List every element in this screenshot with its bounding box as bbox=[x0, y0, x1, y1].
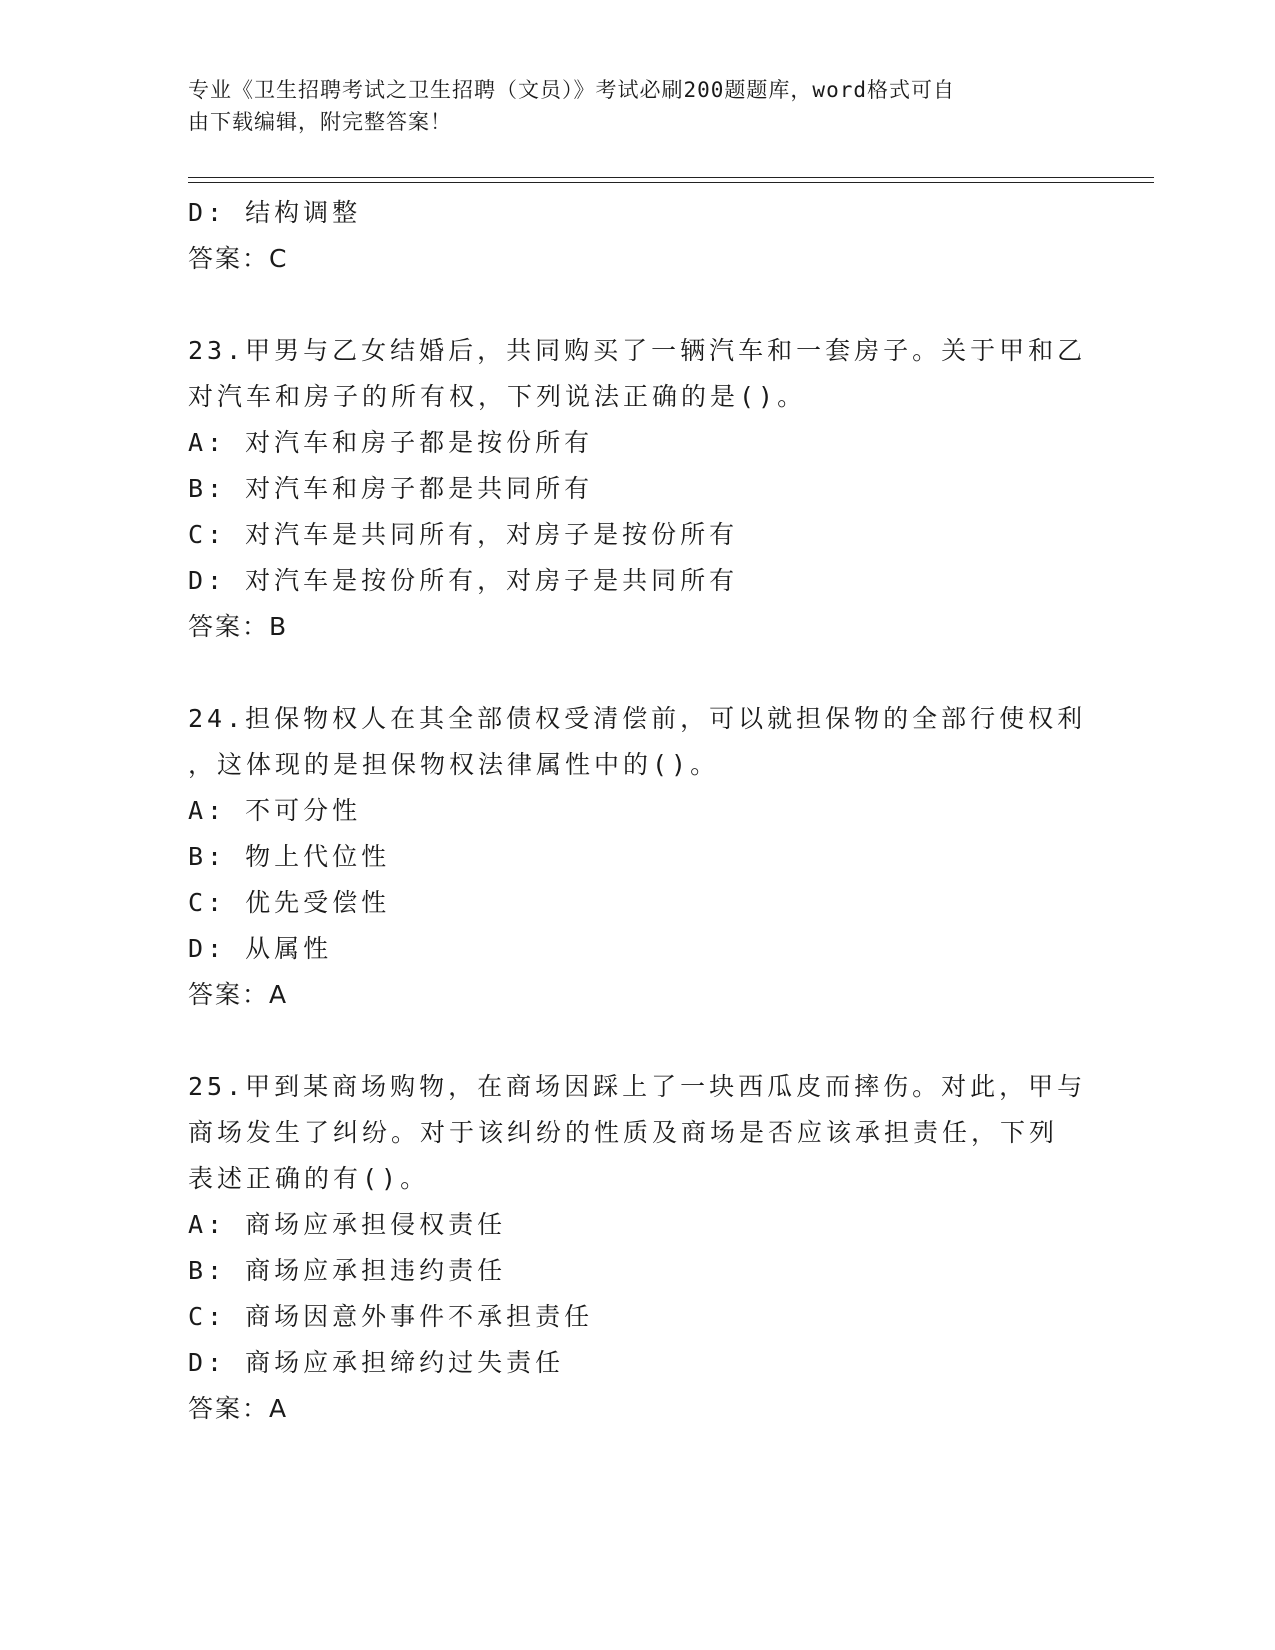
previous-question-tail bbox=[188, 190, 1088, 282]
question-25 bbox=[188, 1064, 1088, 1432]
option-d: D: 对汽车是按份所有，对房子是共同所有 bbox=[188, 566, 739, 595]
option-c: C: 对汽车是共同所有，对房子是按份所有 bbox=[188, 520, 739, 549]
question-text-line: 24.担保物权人在其全部债权受清偿前，可以就担保物的全部行使权利 bbox=[188, 704, 1087, 733]
option-a: A: 不可分性 bbox=[188, 796, 362, 825]
header-divider-bottom bbox=[188, 182, 1154, 183]
question-text-line: ，这体现的是担保物权法律属性中的()。 bbox=[188, 750, 720, 779]
question-24 bbox=[188, 696, 1088, 1018]
option-c: C: 优先受偿性 bbox=[188, 888, 391, 917]
option-d: D: 结构调整 bbox=[188, 198, 362, 227]
question-text-line: 25.甲到某商场购物，在商场因踩上了一块西瓜皮而摔伤。对此，甲与 bbox=[188, 1072, 1087, 1101]
question-list bbox=[188, 190, 1088, 1432]
header-line-1: 专业《卫生招聘考试之卫生招聘（文员）》考试必刷200题题库，word格式可自 bbox=[188, 78, 955, 102]
question-text-line: 表述正确的有()。 bbox=[188, 1164, 430, 1193]
option-a: A: 对汽车和房子都是按份所有 bbox=[188, 428, 594, 457]
answer-line: 答案：C bbox=[188, 244, 289, 273]
answer-line: 答案：B bbox=[188, 612, 289, 641]
answer-line: 答案：A bbox=[188, 980, 289, 1009]
question-23 bbox=[188, 328, 1088, 650]
option-b: B: 商场应承担违约责任 bbox=[188, 1256, 507, 1285]
option-b: B: 物上代位性 bbox=[188, 842, 391, 871]
option-b: B: 对汽车和房子都是共同所有 bbox=[188, 474, 594, 503]
option-a: A: 商场应承担侵权责任 bbox=[188, 1210, 507, 1239]
question-text-line: 商场发生了纠纷。对于该纠纷的性质及商场是否应该承担责任，下列 bbox=[188, 1118, 1059, 1147]
answer-line: 答案：A bbox=[188, 1394, 289, 1423]
option-d: D: 从属性 bbox=[188, 934, 333, 963]
question-text-line: 对汽车和房子的所有权，下列说法正确的是()。 bbox=[188, 382, 807, 411]
option-d: D: 商场应承担缔约过失责任 bbox=[188, 1348, 565, 1377]
document-header bbox=[188, 74, 1068, 138]
option-c: C: 商场因意外事件不承担责任 bbox=[188, 1302, 594, 1331]
header-divider-top bbox=[188, 177, 1154, 178]
question-text-line: 23.甲男与乙女结婚后，共同购买了一辆汽车和一套房子。关于甲和乙 bbox=[188, 336, 1087, 365]
header-line-2: 由下载编辑，附完整答案！ bbox=[188, 110, 452, 134]
